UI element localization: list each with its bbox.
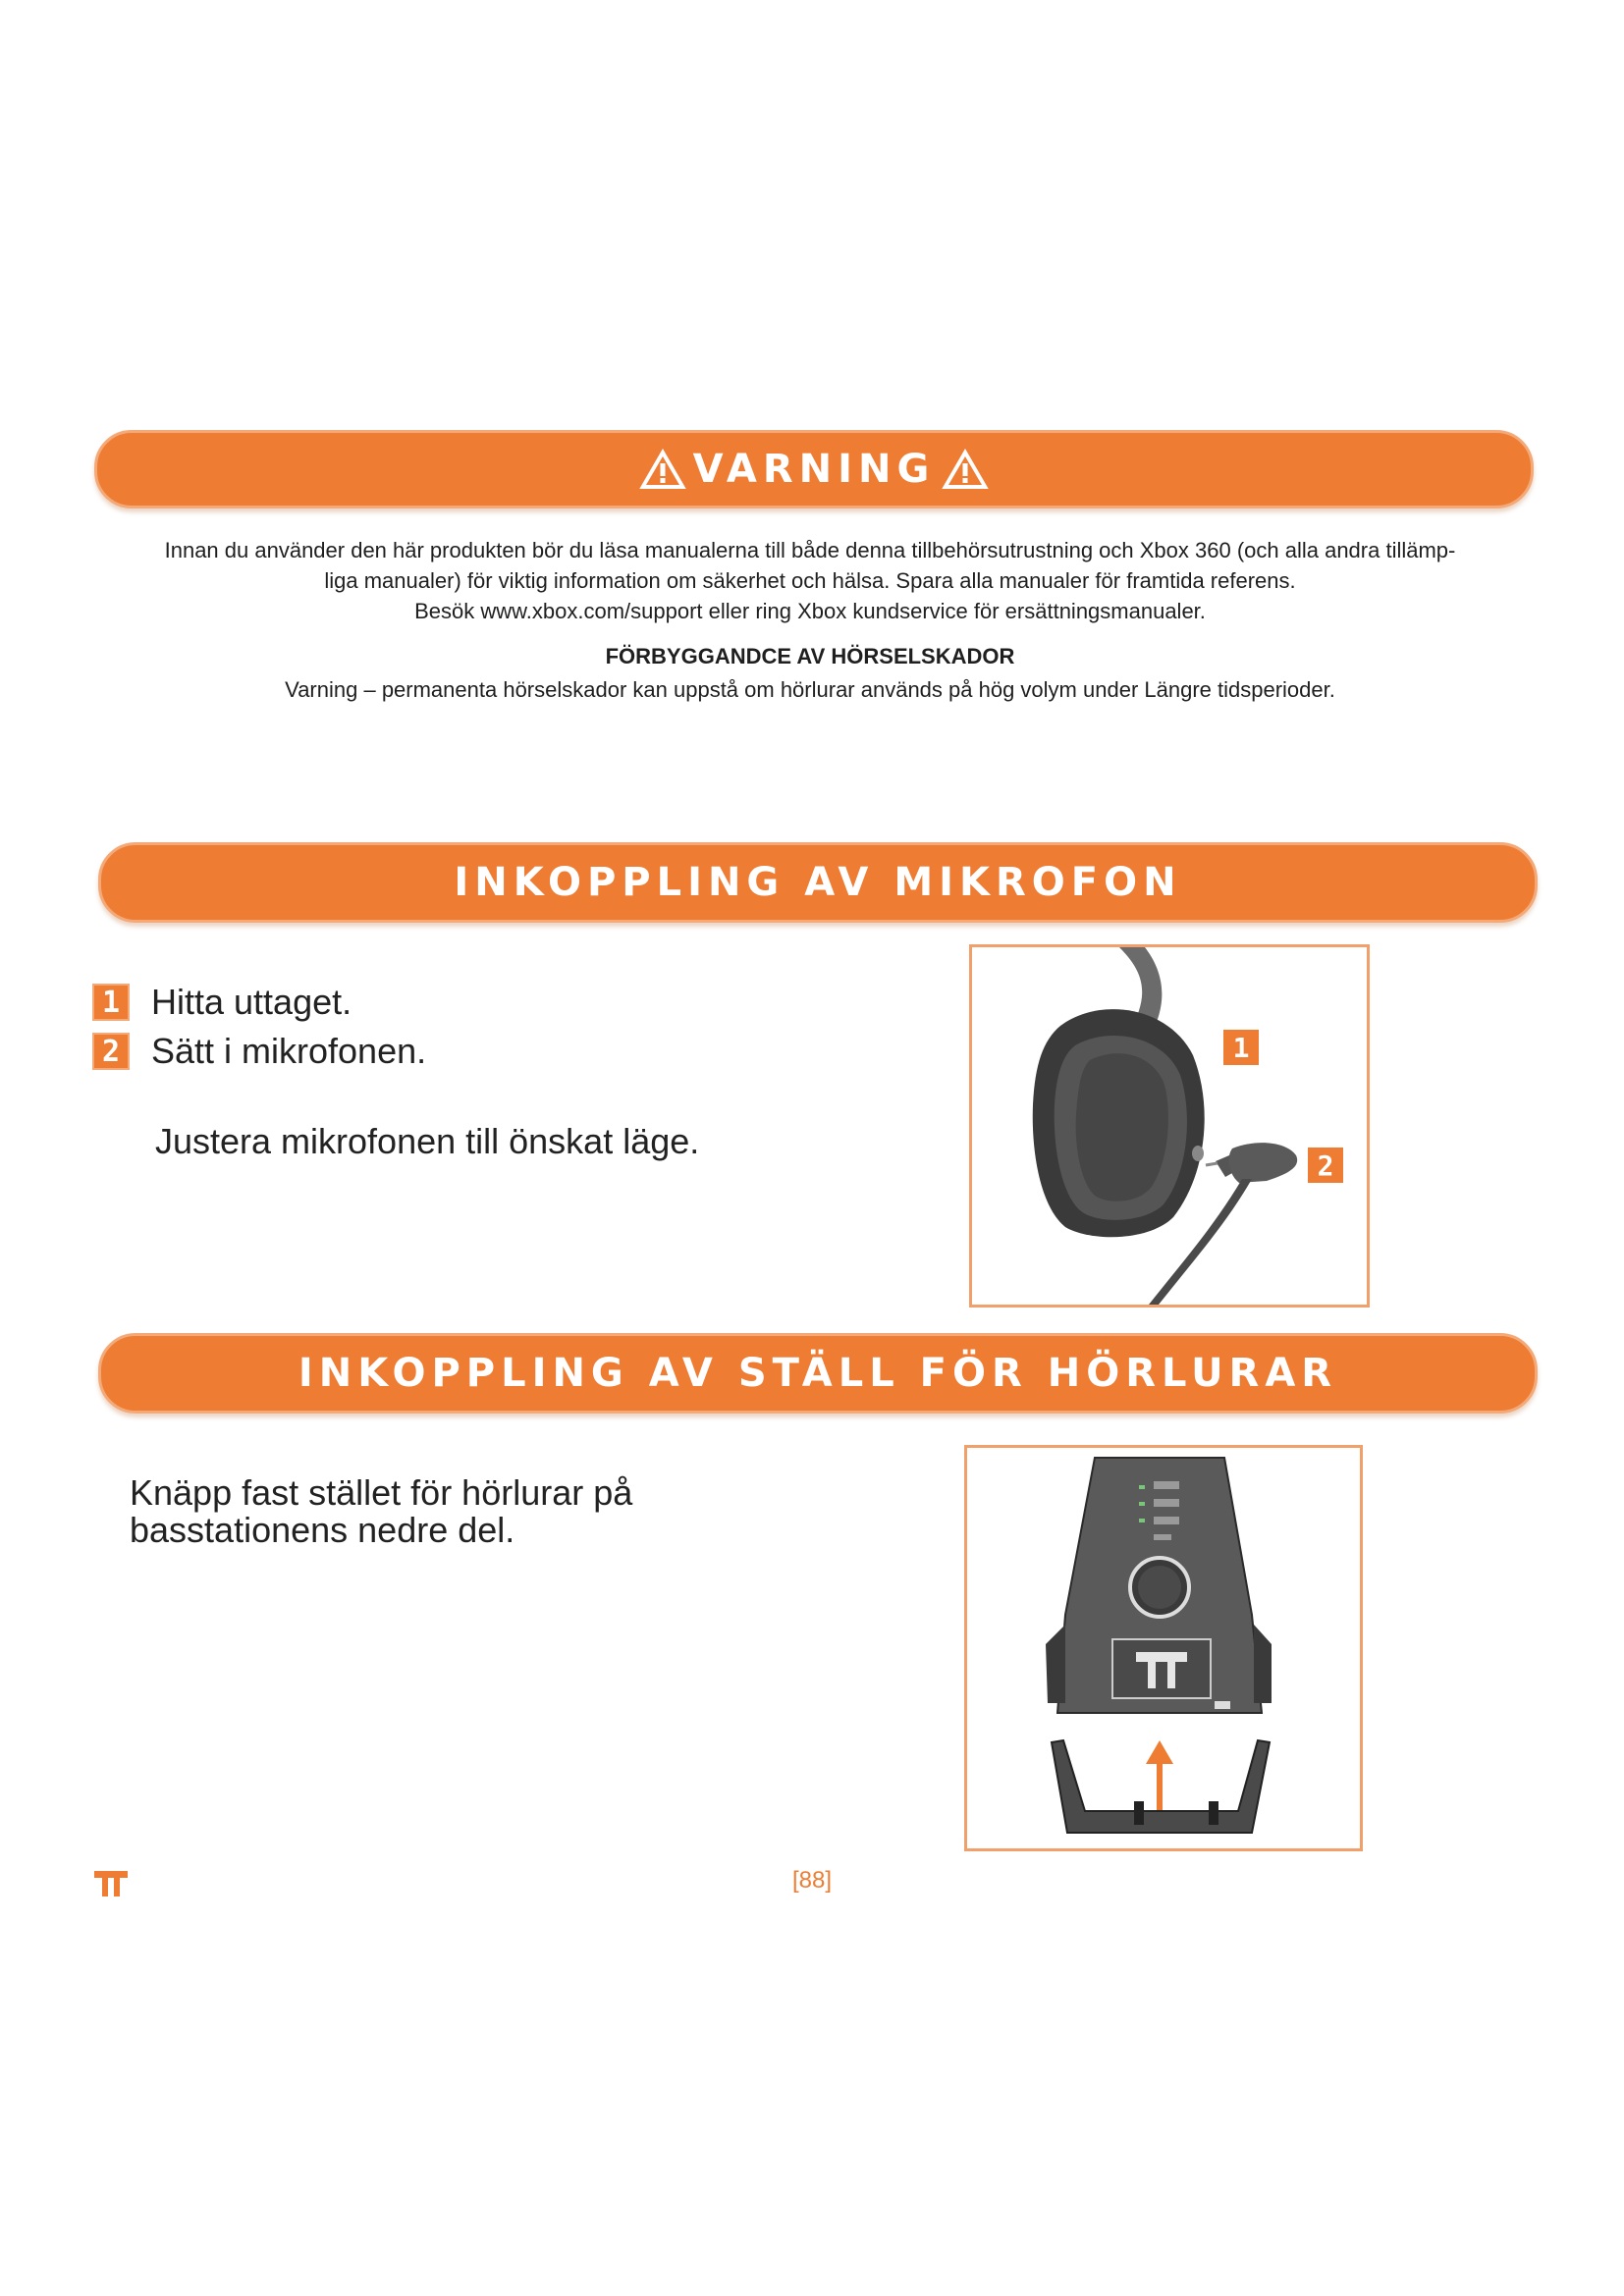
stand-instruction-line: Knäpp fast stället för hörlurar på (130, 1472, 633, 1513)
mic-step (92, 1031, 426, 1072)
figure-callout: 2 (1308, 1148, 1343, 1183)
warning-text: Varning – permanenta hörselskador kan uppstå om hörlurar används på hög volym under Längre tidsperioder. (285, 677, 1335, 702)
headset-illustration (972, 947, 1367, 1305)
stand-section-title: INKOPPLING AV STÄLL FÖR HÖRLURAR (298, 1351, 1338, 1396)
warning-triangle-icon (638, 448, 687, 491)
stand-instruction (130, 1474, 719, 1549)
warning-triangle-icon (941, 448, 990, 491)
base-station-figure (964, 1445, 1363, 1851)
step-number-badge: 1 (92, 984, 130, 1021)
warning-subheading: FÖRBYGGANDCE AV HÖRSELSKADOR (605, 644, 1015, 668)
warning-intro-line: Innan du använder den här produkten bör du läsa manualerna till både denna tillbehörsutrustning och Xbox 360 (och alla andra tillämp- (164, 538, 1456, 562)
page-number: [88] (791, 1867, 833, 1894)
step-text: Sätt i mikrofonen. (151, 1031, 427, 1071)
warning-banner (94, 430, 1534, 508)
mic-section-banner (98, 842, 1538, 923)
stand-section-banner (98, 1333, 1538, 1414)
step-number-badge: 2 (92, 1033, 130, 1070)
figure-callout: 1 (1223, 1030, 1259, 1065)
warning-intro-line: liga manualer) för viktig information om säkerhet och hälsa. Spara alla manualer för framtida referens. (324, 568, 1296, 593)
mic-step (92, 982, 352, 1023)
warning-intro-line: Besök www.xbox.com/support eller ring Xbox kundservice för ersättningsmanualer. (414, 599, 1206, 623)
mic-section-title: INKOPPLING AV MIKROFON (454, 860, 1182, 905)
headset-microphone-figure (969, 944, 1370, 1308)
warning-title: VARNING (692, 447, 936, 492)
step-text: Hitta uttaget. (151, 982, 352, 1022)
mic-adjust-note: Justera mikrofonen till önskat läge. (155, 1121, 700, 1161)
warning-intro (88, 535, 1532, 626)
base-station-illustration (967, 1448, 1360, 1848)
stand-instruction-line: basstationens nedre del. (130, 1510, 515, 1550)
